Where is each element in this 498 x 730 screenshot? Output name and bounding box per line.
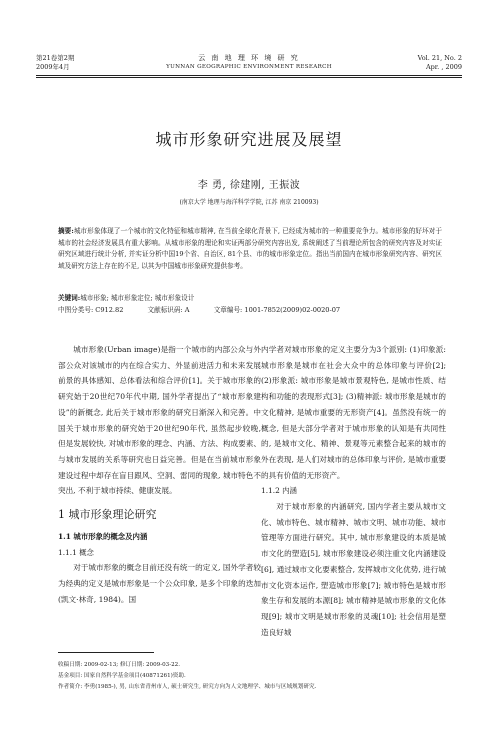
connotation-paragraph: 对于城市形象的内涵研究, 国内学者主要从城市文化、城市特色、城市精神、城市文明、城市功能、城市管理等方面进行研究。其中, 城市形象建设的本质是城市文化的塑造[5], 城市形象建设必须注重文化内涵建设[6], 通过城市文化要素整合, 发挥城市文化优势, 进行城市文化资本运作, 塑造城市形象[7]; 城市特色是城市形象生存和发展的本源[8]; 城市精神是城市形象的文化体现[9]; 城市文明是城市形象的灵魂[10]; 社会信用是塑造良好城 xyxy=(261,502,446,637)
header-rule xyxy=(36,75,462,76)
header-rule-thin xyxy=(36,77,462,78)
keywords xyxy=(58,293,442,304)
abstract-text: 城市形象体现了一个城市的文化特征和城市精神, 在当前全球化背景下, 已经成为城市的一种重要竞争力。城市形象的好坏对于城市的社会经济发展具有重大影响。从城市形象的理论和实证两部分研究内容出发, 系统阐述了当前理论所包含的研究内容及对实证研究区域进行统计分析, 并实证分析中国19个省、自治区, 81个县、市的城市形象定位。指出当前国内在城市形象研究内容、研究区域及研究方法上存在的不足, 以其为中国城市形象研究提供参考。 xyxy=(58,227,442,270)
classification-line xyxy=(58,305,442,316)
journal-name-en: YUNNAN GEOGRAPHIC ENVIRONMENT RESEARCH xyxy=(166,64,332,70)
footnote-received: 收稿日期: 2009-02-13; 修订日期: 2009-03-22. xyxy=(58,662,181,668)
abstract xyxy=(58,226,442,272)
volume-issue-en: Vol. 21, No. 2 xyxy=(417,54,462,62)
volume-issue: 第21卷第2期 xyxy=(36,54,75,62)
clc-number: 中图分类号: C912.82 xyxy=(58,306,124,314)
footnote-rule xyxy=(58,652,154,653)
journal-name xyxy=(36,54,462,72)
author-affiliation: (南京大学 地理与海洋科学学院, 江苏 南京 210093) xyxy=(179,199,319,206)
abstract-label: 摘要: xyxy=(58,227,74,235)
keywords-label: 关键词: xyxy=(58,294,81,302)
paper-authors: 李 勇, 徐建刚, 王振波 xyxy=(197,180,301,191)
body-column-right xyxy=(261,342,446,640)
keywords-text: 城市形象; 城市形象定位; 城市形象设计 xyxy=(80,294,195,302)
subsubsection-heading-1-1-1: 1.1.1 概念 xyxy=(58,547,94,557)
section-heading-1: 1 城市形象理论研究 xyxy=(58,508,157,522)
footnote-fund: 基金项目: 国家自然科学基金项目(40871261)资助. xyxy=(58,673,186,679)
paper-title: 城市形象研究进展及展望 xyxy=(155,130,343,149)
issue-info-en xyxy=(418,54,462,72)
intro-paragraph: 城市形象(Urban image)是指一个城市的内部公众与外部公众对该城市的内在综合实力、外显前进活力和未来发展前景的具体感知、总体看法和综合评价[1]。关于城市形象的研究始于20世纪70年代中期, 国外学者提出了“城市形象建设”的新概念, 此后关于城市形象的研究日渐深入和完善。中国关于城市形象的研究始于20世纪90年代, 虽然起步较晚, 但是发展较快, 对城市形象的理念、内涵、方法、构成要素、与城市发展的关系等研究也日益完善。但是在当前城市形象建设过程中却存在盲目跟风、空洞、雷同的现象, 城市特色不突出, 不利于城市持续、健康发展。 xyxy=(58,345,261,496)
footnotes xyxy=(58,660,458,693)
subsubsection-heading-1-1-2: 1.1.2 内涵 xyxy=(261,486,297,496)
body-column-left xyxy=(58,342,261,608)
document-code: 文献标识码: A xyxy=(147,306,190,314)
issue-date-en: Apr. , 2009 xyxy=(425,63,462,71)
definition-paragraph: 内学者对城市形象的定义主要分为3个派别: (1)印象派: 城市形象是城市在社会大众中的总体印象与评价[2]; (2)形象派: 城市形象是城市景观特色, 是城市性质、结构和功能的表现形式[3]; (3)精神派: 城市形象是城市的文化精神, 是城市重要的无形资产[4]。虽然没有统一的概念, 但是大部分学者对于城市形象的认知是有共同性的, 是城市文化、精神、景观等元素整合起来的城市的外在表现, 是人们对城市的总体印象与评价, 是城市重要的具有价值的无形资产。 xyxy=(261,345,446,480)
concept-paragraph: 对于城市形象的概念目前还没有统一的定义, 国外学者较为经典的定义是城市形象是一个公众印象, 是多个印象的迭加(凯文·林奇, 1984)。国 xyxy=(58,563,261,604)
article-number: 文章编号: 1001-7852(2009)02-0020-07 xyxy=(213,306,341,314)
subsection-heading-1-1: 1.1 城市形象的概念及内涵 xyxy=(58,532,148,542)
issue-date: 2009年4月 xyxy=(36,63,70,71)
footnote-author: 作者简介: 李勇(1985-), 男, 山东省青州市人, 硕士研究生, 研究方向为人文地理学、城市与区域规划研究. xyxy=(58,684,317,690)
journal-name-cn: 云 南 地 理 环 境 研 究 xyxy=(198,54,300,62)
